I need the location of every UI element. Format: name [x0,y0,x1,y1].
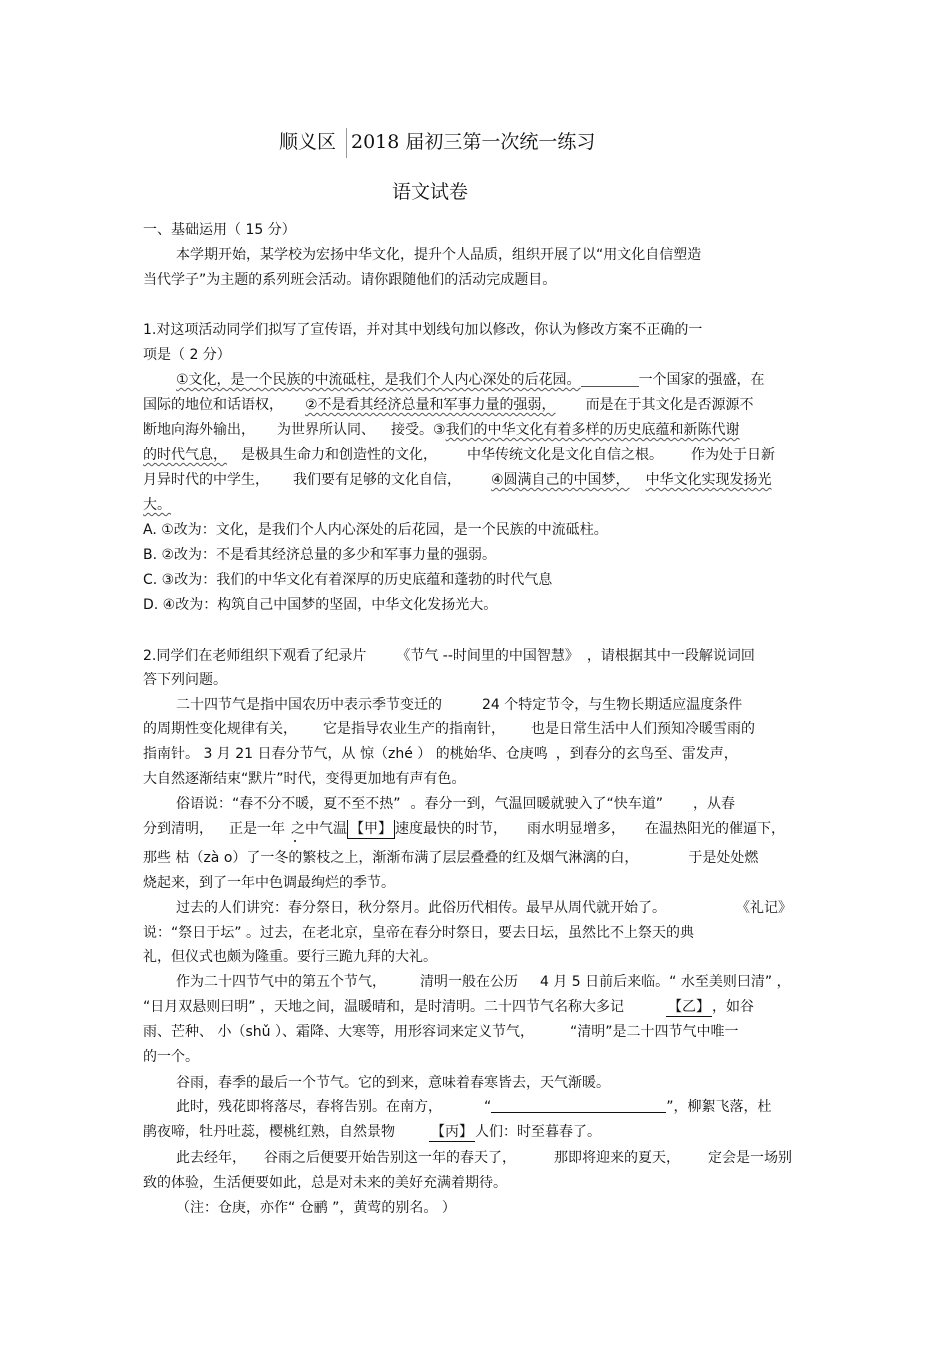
p-text: 4 月 5 日前后来临。“ 水至美则曰清” ， [540,974,791,990]
p-text: ，到春分的玄鸟至、雷发声， [555,746,738,762]
q1-stem-line-1: 1.对这项活动同学们拟写了宣传语，并对其中划线句加以修改，你认为修改方案不正确的一 [143,322,703,338]
q1-text: 接受。③ [391,422,446,438]
p7-line-1 [176,1149,792,1167]
q1-text: 而是在于其文化是否源源不 [585,397,754,413]
q1-text: 断地向海外输出， [143,422,255,438]
q2-text: ，请根据其中一段解说词回 [586,648,755,664]
p5-line-1: 谷雨，春季的最后一个节气。它的到来，意味着春寒皆去，天气渐暖。 [176,1075,610,1091]
q1-text: 为世界所认同、 [277,422,375,438]
exam-title: 2018 届初三第一次统一练习 [351,131,596,153]
blank-marker-bing[interactable]: 【丙】 [431,1124,473,1140]
p2-line-3 [143,849,758,867]
p-text: 24 个特定节令，与生物长期适应温度条件 [482,697,743,713]
p-text: 过去的人们讲究：春分祭日，秋分祭月。此俗历代相传。最早从周代就开始了。 [176,900,666,916]
p-text: 之中气温 [291,821,347,837]
p-text: 分到清明， [143,821,213,837]
p-text: 在温热阳光的催逼下， [645,821,785,837]
p1-line-3 [143,745,738,763]
p-text: ”，柳絮飞落，杜 [666,1099,772,1115]
p-text: 指南针。 3 月 21 日春分节气，从 惊（zhé ） 的桃始华、仓庚鸣 [143,746,548,762]
q1-passage-line-5 [143,471,772,489]
p-text: 俗语说：“春不分不暖，夏不至不热” [176,796,401,812]
p-text: 。春分一到，气温回暖就驶入了“快车道” [410,796,664,812]
p3-line-1 [176,899,792,917]
underlined-sentence-4-cont: 中华文化实现发扬光 [645,472,772,488]
emphasis-dot [294,840,296,842]
underlined-sentence-2: ②不是看其经济总量和军事力量的强弱， [305,397,556,413]
p6-line-2 [143,1123,601,1142]
p4-line-2 [143,998,754,1017]
title-divider [346,128,347,158]
blank-marker-jia[interactable]: 【甲】 [347,820,395,839]
p-text: 速度最快的时节， [395,821,507,837]
p-text: 清明一般在公历 [420,974,518,990]
p-text: 也是日常生活中人们预知冷暖雪雨的 [531,721,755,737]
q2-stem-line-2: 答下列问题。 [143,672,227,688]
p7-line-2: 致的体验，生活便要如此，总是对未来的美好充满着期待。 [143,1175,507,1191]
p-text: 它是指导农业生产的指南针， [323,721,505,737]
p-text: 谷雨之后便要开始告别这一年的春天了， [264,1150,516,1166]
underlined-sentence-4: ④圆满自己的中国梦， [491,472,630,488]
q2-stem-line-1 [143,647,755,665]
p1-line-4: 大自然逐渐结束“默片”时代，变得更加地有声有色。 [143,771,466,787]
p4-line-4: 的一个。 [143,1049,199,1065]
q1-passage-line-1 [176,371,765,389]
q1-text: 是极具生命力和创造性的文化， [241,447,437,463]
p-text: ，如谷 [711,999,754,1015]
underlined-sentence-3: 我们的中华文化有着多样的历史底蕴和新陈代谢 [445,422,740,438]
p-text: 二十四节气是指中国农历中表示季节变迁的 [176,697,442,713]
p6-line-1 [176,1098,772,1116]
q1-option-a: A. ①改为：文化，是我们个人内心深处的后花园，是一个民族的中流砥柱。 [143,522,608,538]
underlined-sentence-1: ①文化，是一个民族的中流砥柱，是我们个人内心深处的后花园。 [176,372,581,388]
p-text: 那些 枯（zà o）了一冬的繁枝之上，渐渐布满了层层叠叠的红及烟气淋漓的白， [143,850,639,866]
p2-line-2 [143,820,785,839]
underline-tail [581,372,639,387]
p3-line-2: 说：“祭日于坛” 。过去，在老北京，皇帝在春分时祭日，要去日坛，虽然比不上祭天的典 [143,925,694,941]
fill-in-blank[interactable] [491,1098,666,1113]
documentary-title: 《节气 --时间里的中国智慧》 [396,648,579,664]
intro-line-1: 本学期开始，某学校为宏扬中华文化，提升个人品质，组织开展了以“用文化自信塑造 [176,247,702,263]
p-text: 人们：时至暮春了。 [475,1124,601,1140]
p-text: 雨、芒种、 小（shǔ ）、霜降、大寒等，用形容词来定义节气， [143,1024,534,1040]
q1-text: 一个国家的强盛，在 [638,372,765,388]
p-text: 此时，残花即将落尽，春将告别。在南方， [176,1099,442,1115]
p-text: 雨水明显增多， [527,821,625,837]
p-text: 那即将迎来的夏天， [554,1150,680,1166]
p1-line-2 [143,720,755,738]
p-text: 正是一年 [229,821,285,837]
p2-line-4: 烧起来，到了一年中色调最绚烂的季节。 [143,875,395,891]
exam-title-district: 顺义区 [279,131,337,153]
underlined-sentence-3-cont: 的时代气息， [143,447,227,463]
q1-text: 作为处于日新 [691,447,775,463]
p4-line-1 [176,973,791,991]
q1-text: 我们要有足够的文化自信， [293,472,461,488]
p-text: ，从春 [693,796,736,812]
q1-stem-line-2: 项是（ 2 分） [143,347,231,363]
exam-subtitle: 语文试卷 [392,181,469,203]
p3-line-3: 礼，但仪式也颇为隆重。要行三跪九拜的大礼。 [143,949,437,965]
q2-text: 2.同学们在老师组织下观看了纪录片 [143,648,367,664]
q1-passage-line-2 [143,396,754,414]
q1-text: 国际的地位和话语权， [143,397,283,413]
p-text: 于是处处燃 [688,850,759,866]
p1-line-1 [176,696,742,714]
q1-passage-line-6 [143,496,171,514]
p-text: “清明”是二十四节气中唯一 [569,1024,739,1040]
p-text: “日月双悬则曰明” ，天地之间，温暖晴和，是时清明。二十四节气名称大多记 [143,999,624,1015]
intro-line-2: 当代学子”为主题的系列班会活动。请你跟随他们的活动完成题目。 [143,272,557,288]
p-text: 的周期性变化规律有关， [143,721,297,737]
q1-option-b: B. ②改为：不是看其经济总量的多少和军事力量的强弱。 [143,547,497,563]
q1-passage-line-3 [143,421,740,439]
p-text: 此去经年， [176,1150,246,1166]
footnote: （注：仓庚，亦作“ 仓鹂 ”，黄莺的别名。 ） [176,1200,456,1216]
p-text: 作为二十四节气中的第五个节气， [176,974,386,990]
p-text: 定会是一场别 [708,1150,792,1166]
p2-line-1 [176,795,735,813]
q1-text: 月异时代的中学生， [143,472,269,488]
q1-option-c: C. ③改为：我们的中华文化有着深厚的历史底蕴和蓬勃的时代气息 [143,572,553,588]
p-text: 鹃夜啼，牡丹吐蕊，樱桃红熟，自然景物 [143,1124,395,1140]
blank-marker-yi[interactable]: 【乙】 [667,999,710,1015]
q1-option-d: D. ④改为：构筑自己中国梦的坚固，中华文化发扬光大。 [143,597,498,613]
q1-passage-line-4 [143,446,775,464]
underlined-sentence-4-end: 大。 [143,497,171,513]
p-text: “ [484,1099,492,1115]
section-heading: 一、基础运用（ 15 分） [143,222,296,238]
p-text: 《礼记》 [736,900,792,916]
p4-line-3 [143,1023,738,1041]
q1-text: 中华传统文化是文化自信之根。 [467,447,663,463]
